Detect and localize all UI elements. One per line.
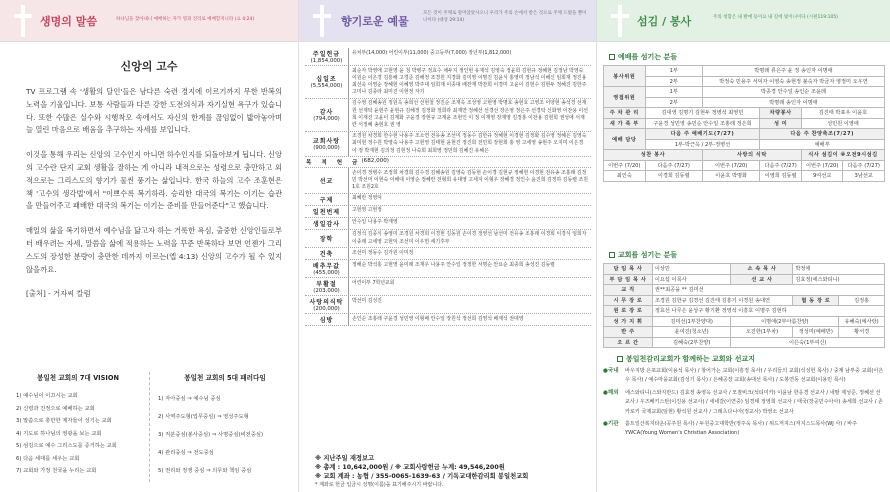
cell: 이번주 (7/20)	[702, 160, 759, 171]
cell: 이상민	[652, 264, 731, 275]
vision-item: 3) 말씀으로 충만한 제자들이 성기는 교회	[16, 418, 112, 424]
cross-icon	[609, 5, 631, 37]
cell: 9여선교	[801, 171, 843, 182]
staff-table	[603, 263, 885, 348]
offering-row	[305, 206, 591, 218]
offering-amount: (794,000)	[313, 116, 340, 123]
paradigm-title: 봉일천 교회의 5대 패러다임	[184, 374, 266, 382]
cell: 김효정(에스와티니)	[793, 274, 885, 285]
vision-item: 4) 기도로 하나님의 영광을 보는 교회	[16, 430, 102, 437]
offering-names: 김정석 김종식 송영미 조경원 차경희 이경현 김동원 손이경 정영선 남선미 전유송 조홍래 이경희 이경식 임희자 이종래 고세영 고현익 조선미 이우헌 세기후부	[352, 231, 587, 245]
finance-title: ※ 지난주일 재정보고	[315, 455, 375, 462]
offering-label-cell	[305, 168, 349, 193]
offering-label: 교회사랑	[312, 138, 341, 146]
cell: 이경희 김동렬	[645, 171, 702, 182]
cell: 박종경 안수일 송인순 조윤례	[702, 87, 884, 98]
section-title: 봉일천감리교회가 함께하는 교회와 선교지	[617, 354, 885, 364]
offering-label-cell	[305, 206, 349, 217]
offering-names: 조경원 차경희 한수현 나용주 조소연 전유송 조선미 정동수 김한규 정혜현 이경현 김정화 김수영 정혜은 김영숙 최미현 정수원 박영숙 나용주 고현영 김태현 윤현진 정진희 전민희 장현희 홍 영 고세영 송현주 오지미 이은경 이 정 박재현 김의정 김현정 나숙희 최희영 정민희 김혜진 유혜은	[352, 133, 587, 154]
row-label: 성 가 지 휘	[604, 316, 653, 327]
row-label: 예배 담당	[604, 129, 646, 150]
cell: 정성미(예배반)	[793, 327, 839, 338]
cell: 구윤경 성민영 송민순 안수일 조홍래 정은희	[645, 118, 760, 129]
header-verse: 모든 것이 주께로 말미암았사오니 우리가 주의 손에서 받은 것으로 주께 드렸을 뿐이니이다 (대상 29:14)	[423, 11, 587, 23]
offering-row	[305, 99, 591, 132]
row-label: 시 무 장 로	[604, 295, 653, 306]
cell: 2부	[645, 76, 702, 87]
finance-total: ※ 총계 : 10,642,000원 / ※ 교회사랑헌금 누계: 49,546,200원	[315, 464, 505, 471]
header-verse: 주의 청함은 내 발에 등이요 내 길에 빛이니이다 (시편119:105)	[713, 15, 838, 20]
row-label: 주 차 관 리	[604, 108, 646, 119]
paradigm-item: 1) 자아중심 ⇒ 예수님 중심	[158, 396, 221, 402]
row-label: 협 동 장 로	[793, 295, 839, 306]
offering-label-cell	[305, 48, 349, 65]
offering-list	[305, 48, 591, 326]
offering-row	[305, 132, 591, 158]
finance-report	[315, 454, 591, 490]
offering-label: 사랑의식탁	[309, 299, 344, 307]
cell: 다음주 (7/27)	[645, 160, 702, 171]
deposit-note: * 계좌로 헌금 입금시 성명(이름)을 표기해주시기 바랍니다.	[315, 482, 444, 488]
bank-account: ※ 교회 계좌 : 농협 / 355-0065-1639-63 / 기독교대한감리회 봉일천교회	[315, 473, 529, 480]
vision-title: 봉일천 교회의 7대 VISION	[37, 374, 119, 382]
offering-names: 손이경 정병수 조정희 차경희 김수경 김혜송원 김영숙 김동현 손이경 김현규 정혜현 이경현 전유송 조홍래 김정민 박선미 이현숙 이해대 이영순 정혜란 전형희 유대영 고세지 이형우 장혜경 정인수 윤진희 김정하 김동렬 조원1호 조원2호	[352, 169, 588, 191]
offering-label-cell	[305, 248, 349, 259]
offering-names: 어린이부 7학년교회	[352, 279, 395, 286]
row-label: 교 직	[604, 285, 653, 296]
paradigm-item: 4) 관리중심 ⇒ 전도중심	[158, 450, 214, 456]
offering-label: 구제	[319, 196, 334, 204]
cell: 권**최공을 ** 김미선	[652, 285, 884, 296]
row-label: 소 속 목 사	[731, 264, 793, 275]
offering-label-cell	[305, 99, 349, 131]
offering-row	[305, 260, 591, 278]
vision-item: 1) 예수님이 이끄시는 교회	[16, 393, 78, 399]
cell: 이번주 (7/20)	[604, 160, 646, 171]
section-title: 교회를 섬기는 분들	[609, 250, 885, 260]
subheader-label: 목 적 헌 금	[306, 160, 362, 167]
offering-label-cell	[305, 296, 349, 313]
divider	[149, 372, 150, 482]
source: [출처] - 거자씨 칼럼	[26, 289, 91, 299]
cell: 정효선 나무은 윤상구 황기환 정영석 이흥호 이명주 김현하	[652, 306, 884, 317]
cell: 사랑의 식탁	[702, 150, 801, 161]
paradigm-box	[158, 372, 292, 480]
row-label: 선 교 사	[731, 274, 793, 285]
cell: 1부-박근옥 / 2부-정병선	[645, 139, 760, 150]
cell: 이요섭 이목사	[652, 274, 731, 285]
cell: 박명래 류은주 윤 정 송인자 이명애	[702, 66, 884, 77]
paragraph: TV 프로그램 속 '생활의 달인'들은 남다른 숙련 경지에 이르기까지 무한 반복의 노력을 기울입니다. 보통 사람들과 다른 강한 도전의식과 자기실현 욕구가 있습니다. 또한 수많은 실수와 시행착오 속에서도 자신의 한계를 끊임없이 밟아놓아며 늘 열린 마음으로 배움을 추구하는 자세를 보입니다.	[26, 87, 282, 135]
cell: 2부	[645, 97, 702, 108]
cell: 이번주 (7/20)	[801, 160, 843, 171]
cross-icon	[12, 5, 34, 37]
cell: 1부	[645, 66, 702, 77]
worship-table	[603, 65, 885, 182]
offering-row	[305, 168, 591, 194]
offering-names: 안수일 나용주 박재영	[352, 219, 398, 226]
message-title: 신앙의 고수	[120, 60, 178, 73]
header-service	[597, 0, 890, 42]
vision-box	[16, 372, 140, 478]
paradigm-item: 3) 직분중심(봉사중심) ⇒ 사명중심(비전중심)	[158, 432, 264, 438]
cell: 오진한(1부차)	[731, 327, 793, 338]
row-label: 새 가 족 부	[604, 118, 646, 129]
offering-label: 생일감사	[312, 220, 341, 228]
cell: 최인숙	[604, 171, 646, 182]
offering-label-cell	[305, 314, 349, 325]
cell: 박정숙 민용주 서덕자 이영숙 송현정 불숙자 박금자 영정미 오우연	[702, 76, 884, 87]
offering-label: 배추무값	[312, 263, 341, 271]
cross-icon	[311, 5, 333, 37]
offering-label-cell	[305, 230, 349, 247]
offering-label: 건축	[319, 251, 334, 259]
offering-label-cell	[305, 260, 349, 277]
offering-names: 조선미 정동수 김가원 이미정	[352, 249, 414, 256]
cell: 박명래 송인자 이명애	[702, 97, 884, 108]
offering-row	[305, 230, 591, 248]
vision-item: 7) 교회와 가정 천국을 누리는 교회	[16, 468, 97, 474]
offering-row	[305, 248, 591, 260]
offering-label-cell	[305, 278, 349, 295]
cell: 1부	[645, 87, 702, 98]
offering-label-cell	[305, 132, 349, 157]
cell: 조경원 김한규 김경선 김진태 김흥기 이경원 송대연	[652, 295, 793, 306]
cell: 이윤호 박명화	[702, 171, 759, 182]
cell: 이영희 김동렬	[760, 171, 802, 182]
row-label: 반 주	[604, 327, 653, 338]
section-title: 예배를 섬기는 분들	[609, 52, 885, 62]
page-sermon	[0, 0, 298, 492]
cell: 황서경	[839, 327, 885, 338]
cell: 이명애(2부아름찬양)	[731, 316, 839, 327]
offering-names: 정해순 박석홍 고현영 윤미래 조재우 나용주 안수일 정정한 서명순 안요순 최종희 송성진 김동렬	[352, 261, 555, 268]
mission-label: ●해외	[603, 389, 619, 396]
missions	[603, 354, 885, 439]
subheader-amount: (682,000)	[361, 158, 389, 165]
offering-names: 박선미 김성진	[352, 297, 382, 304]
offering-row	[305, 48, 591, 66]
cell: 윤여진(청소년)	[652, 327, 731, 338]
mission-list: 바우지방 은포교회(이용석 목사) / 창어가는 교회(이흥정 목사) / 우리들의 교회(석성헌 목사) / 중계 남부중 교회(이은우 목사) / 예수마을교회(김성기 목사) / 은혜공장 교회(송대선 목사) / 도봉연동 선교회(이용민 목사)	[625, 368, 884, 384]
paradigm-item: 2) 사역주도형(업무중심) ⇒ 영성주도형	[158, 414, 249, 420]
cell: 다음주 (7/27)	[843, 160, 885, 171]
mission-domestic	[603, 367, 885, 386]
offering-label: 일천번제	[312, 208, 341, 216]
cell: 3남선교	[843, 171, 885, 182]
church-staff	[603, 250, 885, 348]
offering-row	[305, 296, 591, 314]
offering-amount: (200,000)	[313, 306, 340, 313]
mission-overseas	[603, 389, 885, 417]
offering-label: 십일조	[316, 76, 337, 84]
row-label: 성 미	[760, 118, 802, 129]
page-title: 섬김 / 봉사	[637, 15, 692, 28]
offering-label: 부활절	[316, 281, 337, 289]
cell: 김혜숙(2부찬양)	[652, 337, 731, 348]
paragraph: 매일의 삶을 복기하면서 예수님을 닮고자 하는 거룩한 욕심, 출중한 신앙인들로부터 배우려는 자세, 말씀을 삶에 적용하는 노력을 꾸준 반복하다 보면 언젠가 그리스도의 장성한 분량이 충만한 데까지 이르는(엡 4:13) 신앙의 고수가 될 수 있지 않을까요.	[26, 226, 282, 274]
vision-item: 2) 신령과 진정으로 예배하는 교회	[16, 405, 95, 412]
offering-row	[305, 278, 591, 296]
page-offerings	[298, 0, 596, 492]
offering-names: 김수영 김혜송원 정원옥 송희선 선현철 정진순 조재옥 조성영 고현영 박명호 송현호 고영조 이양현 송석경 선재원 선재탁 윤현주 윤현규 김해정 김정화 정희라 최재연 정혜선 선경선 장은영 정은주 선경탁 신화영 이찬용 이선희 이재진 고윤이 김계화 구윤경 장현규 고재윤 조현인 이 정 이재영 장재영 김정홍 이찬용 김현희 권성애 서재란 서정혜 송현호 권 영	[352, 100, 588, 128]
worship-servers	[603, 52, 885, 182]
offering-amount: (203,000)	[313, 288, 340, 295]
mission-list: 에스와티니(스와지란드) 김효정 송영옥 선교사 / 모잠비크(석티미카) 이윤남 한응경 선교사 / 네팔 제성준, 정혜선 선교사 / 우즈베키스탄(이진용 선교사) / 세네갈(이연중) 임경태 정영희 선교사 / 태국(장공민수아사) 송세희 선교사 / 존카로키 국제교회(임현) 황석원 선교사 / 그래츠다니아(정교사) 박영소 선교사	[625, 389, 883, 415]
cell: 성민원 이영애	[801, 118, 884, 129]
offering-row	[305, 314, 591, 326]
offering-row	[305, 66, 591, 99]
vision-item: 6) 다음 세대를 세우는 교회	[16, 455, 80, 462]
cell: 다음주 (7/27)	[760, 160, 802, 171]
row-label: 오 르 간	[604, 337, 653, 348]
cell: 식사 섬김이 ※오전9시섬김	[801, 150, 884, 161]
paragraph: 이것을 통해 우리는 신앙의 고수인지 아니면 하수인지를 되돌아보게 됩니다. 신앙의 고수란 단지 교회 생활을 잘하는 게 아니라 내적으로는 성령으로 충만하고 외적으로는 그리스도의 향기가 물씬 풍기는 삶입니다. 한국 하늘의 고수 조훈현은 책 '고수의 생각법'에서 "이쁘수록 복기하라. 승리한 대국의 복기는 이기는 습관을 만들어주고 패배한 대국의 복기는 이기는 준비를 만들어준다"고 했습니다.	[26, 150, 282, 211]
offering-names: 유치부(14,000) 어린이부(11,000) 중고등부(7,000) 장년부(1,812,000)	[352, 49, 512, 56]
row-label: 봉사위원	[604, 66, 646, 87]
row-label: 차량봉사	[760, 108, 802, 119]
cell: 박정애	[793, 264, 885, 275]
offering-label: 장학	[319, 236, 334, 244]
page-service	[596, 0, 890, 492]
cell: 김정홍	[839, 295, 885, 306]
offering-row	[305, 194, 591, 206]
mission-label: ●기관	[603, 421, 619, 428]
offering-label-cell	[305, 194, 349, 205]
page-title: 향기로운 예물	[341, 15, 409, 28]
offering-label: 감사	[319, 109, 334, 117]
offering-names: 손인순 조홍래 구윤경 성민영 이형배 안수일 장원석 정선희 김영석 배재석 권대영	[352, 315, 524, 322]
cell: 유혜숙(예사랑)	[839, 316, 885, 327]
paradigm-item: 5) 권리와 정쟁 중심 ⇒ 의무와 책임 중심	[158, 468, 252, 474]
offering-label-cell	[305, 218, 349, 229]
offering-amount: (900,000)	[313, 145, 340, 152]
mission-list: 홀트일산복지타운(공주원 목사) / 두원중고대학반(정주욱 목사) / 위드저지스(저지스드목사(WJ 사) / 바주 YWCA(Young Women's Christian Association)	[625, 421, 858, 437]
cell: 김미선(1부찬양대)	[652, 316, 731, 327]
cell: 성찬 봉사	[604, 150, 703, 161]
offering-amount: (1,854,000)	[310, 58, 343, 64]
cell: 다음 주 예배기도(7/27)	[645, 129, 760, 140]
row-label: 담 임 목 사	[604, 264, 653, 275]
offering-amount: (455,000)	[313, 270, 340, 277]
row-label: 영접위원	[604, 87, 646, 108]
offering-amount: (5,554,000)	[310, 83, 343, 90]
offering-label-cell	[305, 66, 349, 98]
cell: 김대영 김명기 김현두 정병석 최영민	[645, 108, 760, 119]
header-verse: 하나님을 찾아내니 예배하는 자가 영과 진리로 예배할지니라 (요 4:24)	[116, 17, 255, 22]
cell: 예배부	[760, 139, 885, 150]
cell: 이은숙(1부여신)	[731, 337, 885, 348]
offering-row	[305, 218, 591, 230]
page-title: 생명의 말씀	[40, 15, 97, 28]
header-sermon	[0, 0, 298, 42]
offering-label: 선교	[319, 178, 334, 186]
row-label: 부 담 임 목 사	[604, 274, 653, 285]
offering-label: 주일헌금	[312, 51, 341, 58]
mission-label: ●국내	[603, 368, 619, 374]
header-offerings	[299, 0, 596, 42]
offering-names: 최혜란 정영덕	[352, 195, 382, 202]
offering-names: 고현영 고현정	[352, 207, 382, 214]
vision-item: 5) 섬김으로 예수 그리스도를 증거하는 교회	[16, 443, 117, 449]
offering-names: 최순자 박영애 고현영 윤 청 박병구 정효수 채두지 생인현 유재석 김영숙 정윤희 김현규 정혜현 김정남 박영숙 이원순 이은경 김흥해 고경준 김해정 조경원 지경화 김미영 이명진 김윤식 홍영미 정남석 이해신 임희재 정진용 최선욱 이영순 장혜현 이혜영 박주대 임희재 이종대 배찬재 박찬희 이경미 고윤이 김현수 김현두 정혜진 김한주 고미나 김종라 최미진 이현정 자기	[352, 67, 587, 96]
mission-org	[603, 420, 885, 439]
offering-subheader	[305, 157, 591, 168]
offering-label: 심방	[319, 317, 334, 325]
cell: 다음 주 찬양축조(7/27)	[760, 129, 885, 140]
message-body	[26, 86, 282, 313]
row-label: 원 로 장 로	[604, 306, 653, 317]
cell: 김진태 박표우 이윤호	[801, 108, 884, 119]
